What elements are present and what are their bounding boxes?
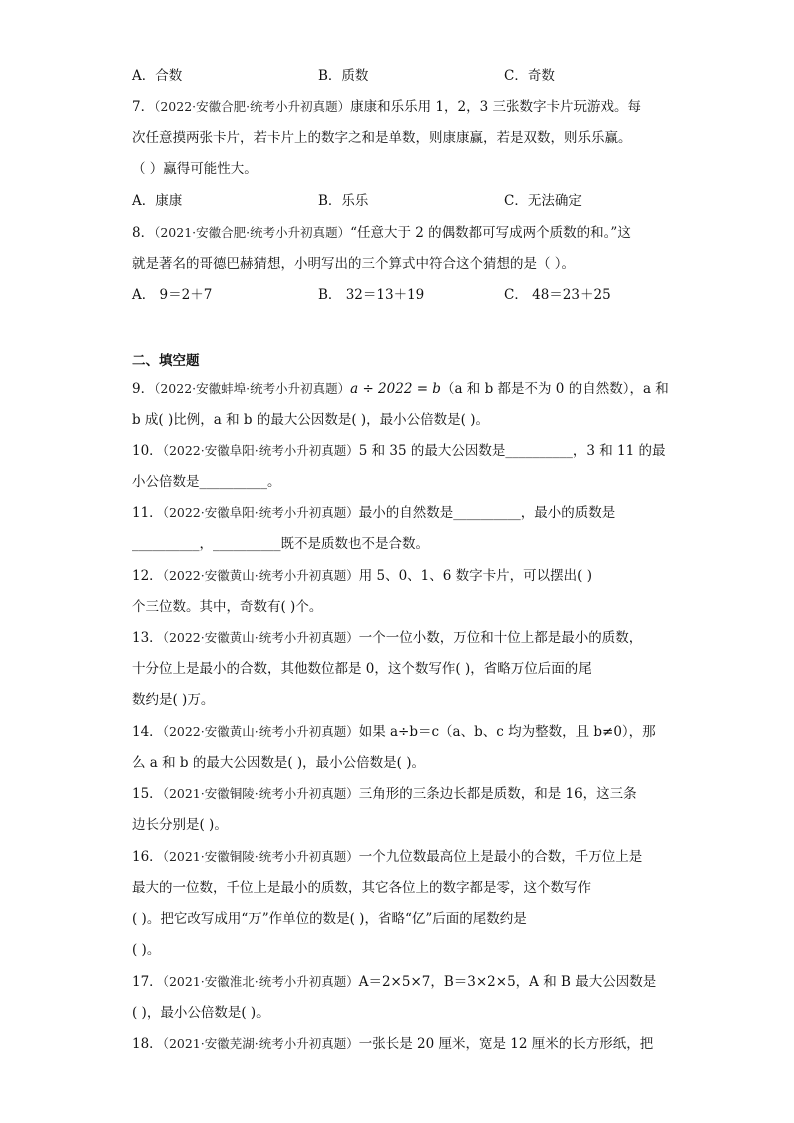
q9-line1 xyxy=(132,379,669,399)
q7-line3: （ ）赢得可能性大。 xyxy=(132,161,258,177)
q18-line1 xyxy=(132,1034,653,1054)
section-heading-fill-in: 二、填空题 xyxy=(132,353,200,369)
q8-option-c: C． 48＝23＋25 xyxy=(504,287,611,303)
q10-text1: 5 和 35 的最大公因数是__________，3 和 11 的最 xyxy=(358,443,666,459)
q9-line2: b 成( )比例，a 和 b 的最大公因数是( )，最小公倍数是( )。 xyxy=(132,412,489,428)
q7-line2: 次任意摸两张卡片，若卡片上的数字之和是单数，则康康赢，若是双数，则乐乐赢。 xyxy=(132,130,632,146)
q10-line2: 小公倍数是__________。 xyxy=(132,474,281,490)
q9-number: 9． xyxy=(132,381,155,397)
q14-text1: 如果 a÷b＝c（a、b、c 均为整数，且 b≠0），那 xyxy=(358,724,656,740)
q16-text1: 一个九位数最高位上是最小的合数，千万位上是 xyxy=(358,849,643,865)
q7-option-c: C．无法确定 xyxy=(504,193,582,209)
q12-number: 12． xyxy=(132,568,163,584)
q8-line1 xyxy=(132,223,631,243)
q8-text1: “任意大于 2 的偶数都可写成两个质数的和。”这 xyxy=(350,225,631,241)
q8-line2: 就是著名的哥德巴赫猜想，小明写出的三个算式中符合这个猜想的是（ ）。 xyxy=(132,256,576,272)
q17-line2: ( )，最小公倍数是( )。 xyxy=(132,1005,270,1021)
q12-source: （2022·安徽黄山·统考小升初真题） xyxy=(162,568,359,583)
q7-line1 xyxy=(132,97,641,117)
q16-line3: ( )。把它改写成用“万”作单位的数是( )，省略“亿”后面的尾数约是 xyxy=(132,911,527,927)
q11-number: 11． xyxy=(132,505,163,521)
q17-text1: A＝2×5×7，B＝3×2×5，A 和 B 最大公因数是 xyxy=(358,974,657,990)
q8-source: （2021·安徽合肥·统考小升初真题） xyxy=(154,225,351,240)
q13-number: 13． xyxy=(132,630,163,646)
q15-number: 15． xyxy=(132,786,163,802)
q14-number: 14． xyxy=(132,724,163,740)
q15-source: （2021·安徽铜陵·统考小升初真题） xyxy=(162,786,359,801)
q13-line3: 数约是( )万。 xyxy=(132,692,215,708)
q10-source: （2022·安徽阜阳·统考小升初真题） xyxy=(162,443,359,458)
q16-line1 xyxy=(132,847,642,867)
q6-option-a: A．合数 xyxy=(132,68,183,84)
q10-number: 10． xyxy=(132,443,163,459)
q16-source: （2021·安徽铜陵·统考小升初真题） xyxy=(162,849,359,864)
q9-text1: （a 和 b 都是不为 0 的自然数），a 和 xyxy=(440,381,669,397)
q17-number: 17． xyxy=(132,974,163,990)
q12-line1 xyxy=(132,566,592,586)
q14-line1 xyxy=(132,722,656,742)
q10-line1 xyxy=(132,441,666,461)
q11-text1: 最小的自然数是__________，最小的质数是 xyxy=(358,505,616,521)
q17-source: （2021·安徽淮北·统考小升初真题） xyxy=(162,974,359,989)
q7-text1: 康康和乐乐用 1，2，3 三张数字卡片玩游戏。每 xyxy=(350,99,641,115)
q11-source: （2022·安徽阜阳·统考小升初真题） xyxy=(162,505,359,520)
q18-text1: 一张长是 20 厘米，宽是 12 厘米的长方形纸，把 xyxy=(358,1036,654,1052)
q12-line2: 个三位数。其中，奇数有( )个。 xyxy=(132,599,323,615)
q8-number: 8． xyxy=(132,225,155,241)
q7-option-a: A．康康 xyxy=(132,193,183,209)
q18-number: 18． xyxy=(132,1036,163,1052)
q13-text1: 一个一位小数，万位和十位上都是最小的质数， xyxy=(358,630,643,646)
q6-option-c: C．奇数 xyxy=(504,68,555,84)
q8-option-a: A． 9＝2＋7 xyxy=(132,287,213,303)
q18-source: （2021·安徽芜湖·统考小升初真题） xyxy=(162,1036,359,1051)
q16-line2: 最大的一位数，千位上是最小的质数，其它各位上的数字都是零，这个数写作 xyxy=(132,880,591,896)
q9-formula: a ÷ 2022 = b xyxy=(350,381,441,397)
q7-option-b: B．乐乐 xyxy=(318,193,369,209)
q6-option-b: B．质数 xyxy=(318,68,369,84)
q7-number: 7． xyxy=(132,99,155,115)
q14-line2: 么 a 和 b 的最大公因数是( )，最小公倍数是( )。 xyxy=(132,755,426,771)
q17-line1 xyxy=(132,972,656,992)
q15-text1: 三角形的三条边长都是质数，和是 16，这三条 xyxy=(358,786,637,802)
q13-line2: 十分位上是最小的合数，其他数位都是 0，这个数写作( )，省略万位后面的尾 xyxy=(132,661,592,677)
q7-source: （2022·安徽合肥·统考小升初真题） xyxy=(154,99,351,114)
q16-number: 16． xyxy=(132,849,163,865)
q12-text1: 用 5、0、1、6 数字卡片，可以摆出( ) xyxy=(358,568,592,584)
q8-option-b: B． 32＝13＋19 xyxy=(318,287,425,303)
q16-line4: ( )。 xyxy=(132,942,161,958)
q13-source: （2022·安徽黄山·统考小升初真题） xyxy=(162,630,359,645)
q9-source: （2022·安徽蚌埠·统考小升初真题） xyxy=(154,381,351,396)
q13-line1 xyxy=(132,628,642,648)
q11-line1 xyxy=(132,503,615,523)
q14-source: （2022·安徽黄山·统考小升初真题） xyxy=(162,724,359,739)
q15-line2: 边长分别是( )。 xyxy=(132,817,228,833)
q11-line2: __________，__________既不是质数也不是合数。 xyxy=(132,536,429,552)
q15-line1 xyxy=(132,784,637,804)
